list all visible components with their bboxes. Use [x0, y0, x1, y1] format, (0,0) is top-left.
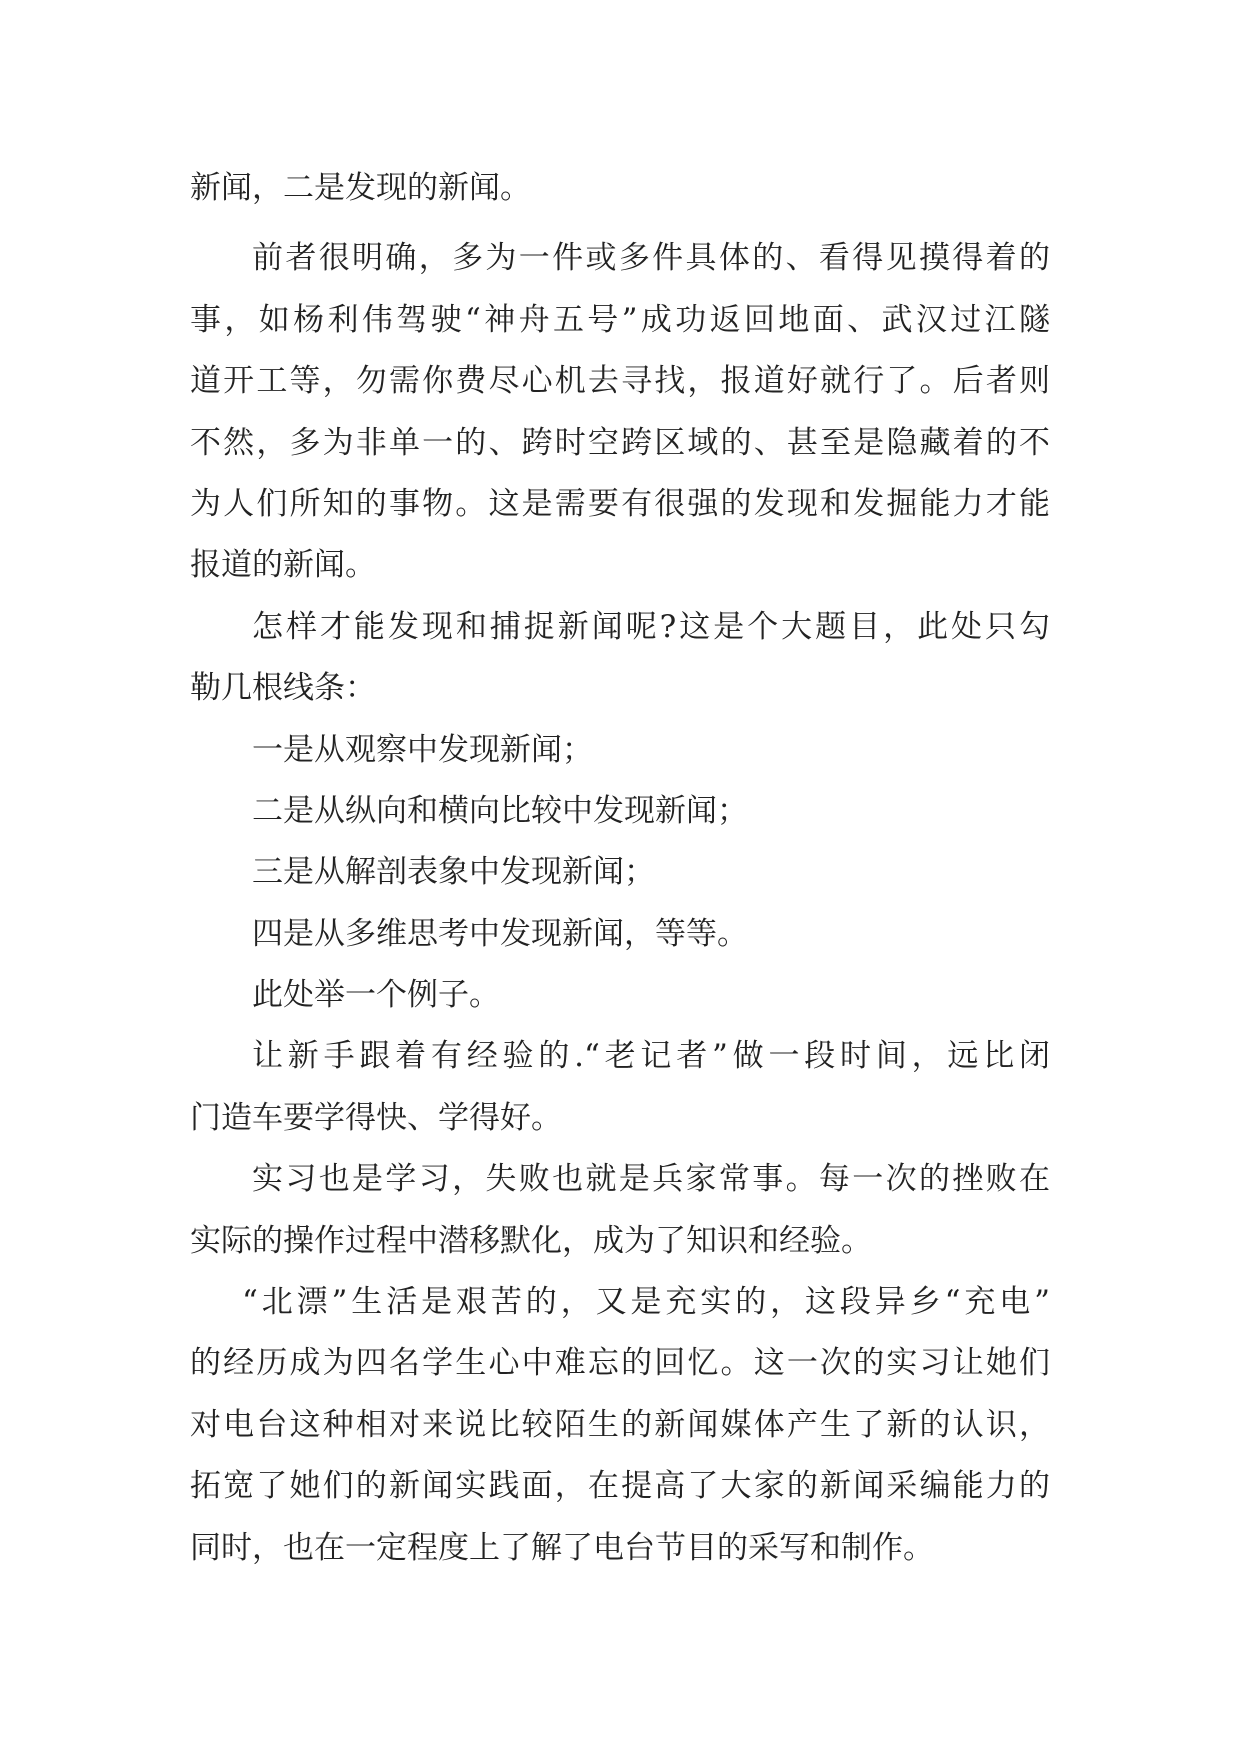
- list-item: 四是从多维思考中发现新闻，等等。: [252, 915, 748, 952]
- text-line: 对电台这种相对来说比较陌生的新闻媒体产生了新的认识，: [190, 1406, 1050, 1443]
- text-line: 门造车要学得快、学得好。: [190, 1099, 562, 1136]
- text-line: 实际的操作过程中潜移默化，成为了知识和经验。: [190, 1222, 872, 1259]
- text-line: 为人们所知的事物。这是需要有很强的发现和发掘能力才能: [190, 485, 1050, 522]
- text-line: 此处举一个例子。: [252, 977, 500, 1014]
- text-line: 报道的新闻。: [190, 547, 376, 584]
- text-line: 拓宽了她们的新闻实践面，在提高了大家的新闻采编能力的: [190, 1468, 1050, 1505]
- text-line: “北漂”生活是艰苦的，又是充实的，这段异乡“充电”: [242, 1284, 1050, 1321]
- text-line: 勒几根线条：: [190, 670, 376, 707]
- list-item: 一是从观察中发现新闻；: [252, 731, 593, 768]
- body-text: [190, 158, 1050, 1579]
- text-line: 道开工等，勿需你费尽心机去寻找，报道好就行了。后者则: [190, 363, 1050, 400]
- text-line: 实习也是学习，失败也就是兵家常事。每一次的挫败在: [252, 1161, 1050, 1198]
- text-line: 同时，也在一定程度上了解了电台节目的采写和制作。: [190, 1529, 934, 1566]
- text-line: 不然，多为非单一的、跨时空跨区域的、甚至是隐藏着的不: [190, 424, 1050, 461]
- text-line: 的经历成为四名学生心中难忘的回忆。这一次的实习让她们: [190, 1345, 1050, 1382]
- text-line: 前者很明确，多为一件或多件具体的、看得见摸得着的: [252, 240, 1050, 277]
- list-item: 二是从纵向和横向比较中发现新闻；: [252, 792, 748, 829]
- text-line: 让新手跟着有经验的.“老记者”做一段时间，远比闭: [252, 1038, 1050, 1075]
- list-item: 三是从解剖表象中发现新闻；: [252, 854, 655, 891]
- text-line: 新闻，二是发现的新闻。: [190, 170, 531, 206]
- text-line: 怎样才能发现和捕捉新闻呢?这是个大题目，此处只勾: [252, 608, 1050, 645]
- text-line: 事，如杨利伟驾驶“神舟五号”成功返回地面、武汉过江隧: [190, 301, 1050, 338]
